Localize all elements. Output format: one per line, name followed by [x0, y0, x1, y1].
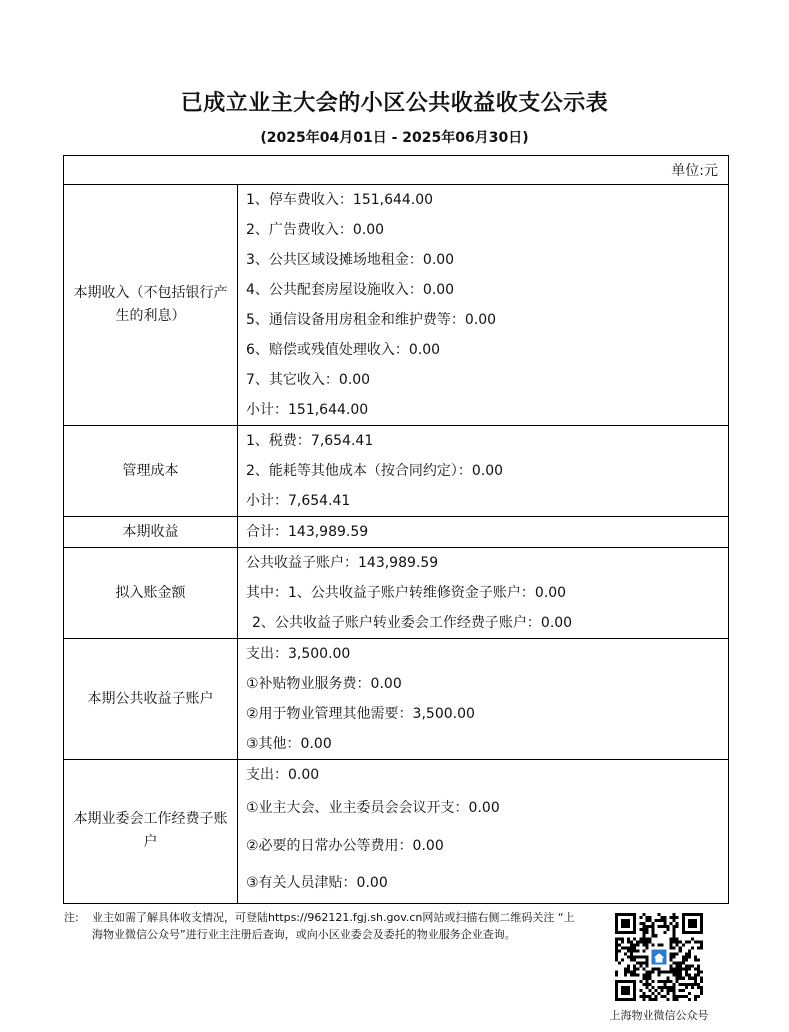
unit-label: 单位:元	[64, 156, 729, 185]
qr-block	[598, 913, 720, 1023]
income-compensation: 6、赔偿或残值处理收入：0.00	[246, 342, 441, 358]
section-label: 本期收益	[64, 517, 238, 548]
section-items	[238, 639, 729, 760]
section-label: 管理成本	[64, 426, 238, 517]
section-items	[238, 760, 729, 904]
section-income	[64, 185, 729, 426]
net-total: 合计：143,989.59	[246, 524, 369, 540]
committee-meeting: ①业主大会、业主委员会会议开支：0.00	[246, 800, 500, 816]
public-management-need: ②用于物业管理其他需要：3,500.00	[246, 706, 475, 722]
income-stall-rent: 3、公共区域设摊场地租金：0.00	[246, 252, 455, 268]
section-items	[238, 185, 729, 426]
section-items	[238, 426, 729, 517]
footnote-key: 注:	[64, 911, 79, 924]
committee-allowance: ③有关人员津贴：0.00	[246, 875, 388, 891]
section-label: 本期业委会工作经费子账户	[64, 760, 238, 904]
disclosure-table	[63, 155, 729, 904]
committee-expense: 支出：0.00	[246, 767, 320, 783]
account-public-income: 公共收益子账户：143,989.59	[246, 555, 439, 571]
section-public-income-account	[64, 639, 729, 760]
section-items	[238, 517, 729, 548]
committee-office: ②必要的日常办公等费用：0.00	[246, 837, 444, 854]
account-to-committee-fund: 2、公共收益子账户转业委会工作经费子账户：0.00	[252, 615, 573, 631]
income-subtotal: 小计：151,644.00	[246, 402, 369, 418]
page-title: 已成立业主大会的小区公共收益收支公示表	[180, 91, 609, 116]
income-advertising: 2、广告费收入：0.00	[246, 222, 385, 238]
public-subsidy: ①补贴物业服务费：0.00	[246, 676, 402, 692]
income-parking: 1、停车费收入：151,644.00	[246, 192, 434, 208]
cost-energy: 2、能耗等其他成本（按合同约定）：0.00	[246, 463, 504, 479]
section-label: 拟入账金额	[64, 548, 238, 639]
public-expense: 支出：3,500.00	[246, 646, 351, 662]
qr-code-icon[interactable]	[615, 913, 703, 1001]
account-to-repair-fund: 其中：1、公共收益子账户转维修资金子账户：0.00	[246, 585, 567, 601]
qr-caption: 上海物业微信公众号	[609, 1009, 709, 1022]
section-label: 本期收入（不包括银行产生的利息）	[64, 185, 238, 426]
cost-subtotal: 小计：7,654.41	[246, 493, 351, 509]
section-committee-account	[64, 760, 729, 904]
footnote-text: 业主如需了解具体收支情况，可登陆https://962121.fgj.sh.gov.cn网站或扫描右侧二维码关注 “上海物业微信公众号”进行业主注册后查询，或向小区业委会及委托的物业服务企业查询。	[92, 911, 575, 941]
income-other: 7、其它收入：0.00	[246, 372, 371, 388]
section-to-account	[64, 548, 729, 639]
section-management-cost	[64, 426, 729, 517]
income-facility: 4、公共配套房屋设施收入：0.00	[246, 282, 455, 298]
cost-tax: 1、税费：7,654.41	[246, 433, 374, 449]
section-label: 本期公共收益子账户	[64, 639, 238, 760]
footnote	[64, 909, 584, 943]
section-net-income	[64, 517, 729, 548]
report-period: (2025年04月01日 - 2025年06月30日)	[260, 130, 529, 146]
public-other: ③其他：0.00	[246, 736, 332, 752]
section-items	[238, 548, 729, 639]
unit-row	[64, 156, 729, 185]
income-telecom: 5、通信设备用房租金和维护费等：0.00	[246, 312, 497, 328]
